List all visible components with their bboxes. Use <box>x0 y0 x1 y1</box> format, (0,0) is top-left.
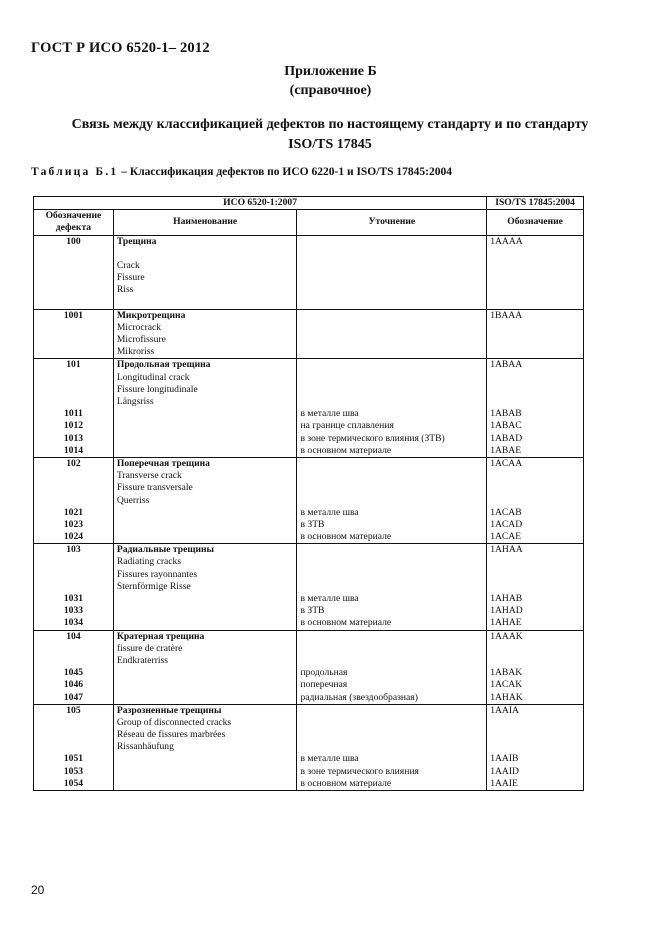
defect-name-translation: Longitudinal crack <box>116 371 190 383</box>
blank-line <box>300 482 483 494</box>
blank-line <box>117 667 294 679</box>
defect-code: 101 <box>66 359 81 371</box>
blank-line <box>117 445 294 457</box>
sub-defect-code: 1014 <box>63 444 84 456</box>
blank-line <box>300 470 483 482</box>
defect-name-translation: Mikroriss <box>116 346 155 358</box>
blank-line <box>37 346 110 358</box>
blank-line <box>490 260 580 272</box>
defect-spec-cell <box>297 457 487 543</box>
defect-spec-cell <box>297 704 487 790</box>
blank-line <box>300 272 483 284</box>
defect-code-cell <box>34 544 114 630</box>
defect-name-translation: Microfissure <box>116 334 166 346</box>
document-code: ГОСТ Р ИСО 6520-1– 2012 <box>31 40 210 56</box>
defect-code-cell <box>34 309 114 359</box>
blank-line <box>490 322 580 334</box>
blank-line <box>300 655 483 667</box>
defect-name-translation: Fissure longitudinale <box>116 383 198 395</box>
sub-defect-code: 1046 <box>63 679 84 691</box>
defect-name-cell <box>113 630 297 704</box>
defect-code-cell <box>34 704 114 790</box>
defect-spec: в основном материале <box>300 777 392 789</box>
blank-line <box>490 372 580 384</box>
blank-line <box>117 519 294 531</box>
blank-line <box>490 396 580 408</box>
ts-sub-code: 1AHAE <box>490 617 522 629</box>
defect-name-translation: Microcrack <box>116 321 162 333</box>
blank-line <box>37 248 110 260</box>
blank-line <box>490 470 580 482</box>
ts-code: 1AAAA <box>490 235 523 247</box>
table-row <box>34 359 584 458</box>
defect-spec: в металле шва <box>300 408 359 420</box>
column-header-code: Обозначение дефекта <box>34 210 114 235</box>
defect-name: Кратерная трещина <box>116 630 205 642</box>
blank-line <box>37 260 110 272</box>
table-caption-text: – Классификация дефектов по ИСО 6220-1 и ISO/TS 17845:2004 <box>118 166 452 178</box>
defect-spec: в основном материале <box>300 444 392 456</box>
blank-line <box>37 334 110 346</box>
table-row <box>34 309 584 359</box>
blank-line <box>300 581 483 593</box>
blank-line <box>37 741 110 753</box>
blank-line <box>300 705 483 717</box>
defect-spec: в ЗТВ <box>300 518 325 530</box>
sub-defect-code: 1053 <box>63 765 84 777</box>
sub-defect-code: 1012 <box>63 420 84 432</box>
ts-sub-code: 1ABAC <box>490 420 522 432</box>
blank-line <box>37 556 110 568</box>
column-header-ts: Обозначение <box>487 210 584 235</box>
blank-line <box>300 346 483 358</box>
blank-line <box>37 297 110 309</box>
ts-code-cell <box>487 235 584 309</box>
defect-name-translation: Fissure transversale <box>116 482 193 494</box>
blank-line <box>117 605 294 617</box>
defect-spec: продольная <box>300 667 348 679</box>
blank-line <box>490 334 580 346</box>
defect-name-translation: fissure de cratère <box>116 642 183 654</box>
defect-name-translation: Querriss <box>116 494 150 506</box>
standard-header-iso: ИСО 6520-1:2007 <box>34 197 487 210</box>
blank-line <box>300 495 483 507</box>
blank-line <box>117 778 294 790</box>
defect-spec: на границе сплавления <box>300 420 394 432</box>
blank-line <box>490 297 580 309</box>
sub-defect-code: 1013 <box>63 432 84 444</box>
blank-line <box>300 359 483 371</box>
defect-name: Продольная трещина <box>116 359 211 371</box>
blank-line <box>490 569 580 581</box>
defect-name-translation: Group of disconnected cracks <box>116 716 232 728</box>
sub-defect-code: 1051 <box>63 753 84 765</box>
annex-heading: Связь между классификацией дефектов по настоящему стандарту и по стандарту ISO/TS 17845 <box>71 117 589 152</box>
blank-line <box>300 396 483 408</box>
blank-line <box>300 556 483 568</box>
blank-line <box>300 631 483 643</box>
table-row <box>34 235 584 309</box>
defect-name-translation: Radiating cracks <box>116 556 182 568</box>
annex-type: (справочное) <box>289 83 372 98</box>
defect-spec: в ЗТВ <box>300 605 325 617</box>
defect-code-cell <box>34 457 114 543</box>
defect-name: Радиальные трещины <box>116 544 214 556</box>
blank-line <box>490 741 580 753</box>
defect-spec: в зоне термического влияния (ЗТВ) <box>300 432 445 444</box>
defect-spec: в металле шва <box>300 593 359 605</box>
blank-line <box>117 679 294 691</box>
defect-name: Разрозненные трещины <box>116 704 222 716</box>
blank-line <box>490 643 580 655</box>
defect-code: 104 <box>66 630 81 642</box>
blank-line <box>490 495 580 507</box>
ts-code-cell <box>487 630 584 704</box>
table-caption-label: Таблица Б.1 <box>31 166 119 178</box>
blank-line <box>117 507 294 519</box>
blank-line <box>490 556 580 568</box>
column-header-name: Наименование <box>113 210 297 235</box>
blank-line <box>490 248 580 260</box>
blank-line <box>300 544 483 556</box>
sub-defect-code: 1047 <box>63 691 84 703</box>
ts-sub-code: 1AHAB <box>490 593 523 605</box>
defect-name-translation: Crack <box>116 259 140 271</box>
blank-line <box>117 420 294 432</box>
defect-spec: в зоне термического влияния <box>300 765 419 777</box>
ts-sub-code: 1ABAK <box>490 667 523 679</box>
defect-code-cell <box>34 235 114 309</box>
defect-spec-cell <box>297 309 487 359</box>
defect-spec: в основном материале <box>300 531 392 543</box>
ts-code-cell <box>487 544 584 630</box>
defect-spec: в металле шва <box>300 753 359 765</box>
defect-spec-cell <box>297 630 487 704</box>
blank-line <box>490 284 580 296</box>
sub-defect-code: 1021 <box>63 506 84 518</box>
blank-line <box>300 384 483 396</box>
table-row <box>34 704 584 790</box>
ts-sub-code: 1AHAD <box>490 605 523 617</box>
defect-spec: радиальная (звездообразная) <box>300 691 418 703</box>
defect-code: 105 <box>66 704 81 716</box>
ts-code-cell <box>487 704 584 790</box>
blank-line <box>490 717 580 729</box>
defect-name-translation: Längsriss <box>116 396 154 408</box>
defect-code: 103 <box>66 544 81 556</box>
defect-spec-cell <box>297 235 487 309</box>
blank-line <box>37 482 110 494</box>
blank-line <box>490 581 580 593</box>
ts-sub-code: 1ACAB <box>490 506 522 518</box>
ts-sub-code: 1ABAB <box>490 408 522 420</box>
blank-line <box>300 310 483 322</box>
ts-code: 1ABAA <box>490 359 523 371</box>
ts-code-cell <box>487 457 584 543</box>
blank-line <box>490 729 580 741</box>
defect-name-cell <box>113 544 297 630</box>
blank-line <box>490 482 580 494</box>
sub-defect-code: 1024 <box>63 531 84 543</box>
blank-line <box>490 346 580 358</box>
blank-line <box>300 372 483 384</box>
blank-line <box>37 717 110 729</box>
defect-name-translation: Fissure <box>116 272 145 284</box>
defect-name-cell <box>113 359 297 458</box>
blank-line <box>300 643 483 655</box>
sub-defect-code: 1054 <box>63 777 84 789</box>
defect-spec: поперечная <box>300 679 348 691</box>
defect-name-translation: Réseau de fissures marbrées <box>116 729 226 741</box>
table-body <box>34 235 584 790</box>
defect-code: 102 <box>66 457 81 469</box>
blank-line <box>37 284 110 296</box>
defect-name: Поперечная трещина <box>116 457 210 469</box>
defect-name-cell <box>113 457 297 543</box>
standard-header-ts: ISO/TS 17845:2004 <box>487 197 584 210</box>
sub-defect-code: 1034 <box>63 617 84 629</box>
blank-line <box>117 531 294 543</box>
blank-line <box>117 766 294 778</box>
blank-line <box>117 593 294 605</box>
blank-line <box>117 297 294 309</box>
blank-line <box>37 643 110 655</box>
blank-line <box>300 236 483 248</box>
table-row <box>34 457 584 543</box>
blank-line <box>490 655 580 667</box>
blank-line <box>117 753 294 765</box>
ts-code: 1ACAA <box>490 457 523 469</box>
blank-line <box>300 334 483 346</box>
defect-code-cell <box>34 630 114 704</box>
blank-line <box>37 322 110 334</box>
ts-sub-code: 1ABAE <box>490 444 522 456</box>
blank-line <box>300 729 483 741</box>
defect-name-translation: Fissures rayonnantes <box>116 568 198 580</box>
blank-line <box>37 396 110 408</box>
column-header-spec: Уточнение <box>297 210 487 235</box>
blank-line <box>37 655 110 667</box>
sub-defect-code: 1045 <box>63 667 84 679</box>
ts-sub-code: 1AAID <box>490 765 519 777</box>
blank-line <box>37 384 110 396</box>
ts-code: 1BAAA <box>490 309 523 321</box>
blank-line <box>117 692 294 704</box>
blank-line <box>300 297 483 309</box>
defect-name-translation <box>117 248 294 260</box>
sub-defect-code: 1011 <box>64 408 83 420</box>
defect-spec: в основном материале <box>300 617 392 629</box>
defect-spec: в металле шва <box>300 506 359 518</box>
ts-code-cell <box>487 359 584 458</box>
blank-line <box>300 284 483 296</box>
blank-line <box>117 408 294 420</box>
defect-name-translation: Transverse crack <box>116 470 182 482</box>
blank-line <box>300 260 483 272</box>
blank-line <box>300 458 483 470</box>
defect-name-translation: Riss <box>116 284 134 296</box>
blank-line <box>490 384 580 396</box>
table-caption <box>31 166 452 178</box>
blank-line <box>37 581 110 593</box>
defect-name-cell <box>113 704 297 790</box>
ts-sub-code: 1ACAD <box>490 518 523 530</box>
blank-line <box>117 617 294 629</box>
blank-line <box>300 741 483 753</box>
blank-line <box>37 729 110 741</box>
blank-line <box>300 322 483 334</box>
defect-spec-cell <box>297 544 487 630</box>
defect-code: 1001 <box>63 309 84 321</box>
sub-defect-code: 1031 <box>63 593 84 605</box>
blank-line <box>37 372 110 384</box>
ts-code-cell <box>487 309 584 359</box>
ts-sub-code: 1ACAK <box>490 679 523 691</box>
page-number: 20 <box>31 883 45 897</box>
ts-code: 1AAAK <box>490 630 523 642</box>
blank-line <box>117 433 294 445</box>
defect-name: Трещина <box>116 235 157 247</box>
defect-name: Микротрещина <box>116 309 186 321</box>
annex-title: Приложение Б <box>284 64 377 79</box>
ts-sub-code: 1AAIE <box>490 777 518 789</box>
blank-line <box>37 272 110 284</box>
defect-name-translation: Endkraterriss <box>116 654 169 666</box>
sub-defect-code: 1033 <box>63 605 84 617</box>
sub-defect-code: 1023 <box>63 518 84 530</box>
blank-line <box>300 569 483 581</box>
ts-sub-code: 1ACAE <box>490 531 522 543</box>
defect-name-translation: Sternförmige Risse <box>116 580 191 592</box>
defect-name-cell <box>113 309 297 359</box>
defect-spec-cell <box>297 359 487 458</box>
defect-code: 100 <box>66 235 81 247</box>
classification-table <box>33 196 584 791</box>
blank-line <box>37 569 110 581</box>
blank-line <box>37 470 110 482</box>
ts-sub-code: 1AAIB <box>490 753 519 765</box>
ts-sub-code: 1ABAD <box>490 432 523 444</box>
blank-line <box>300 248 483 260</box>
table-row <box>34 544 584 630</box>
defect-name-cell <box>113 235 297 309</box>
defect-name-translation: Rissanhäufung <box>116 741 174 753</box>
defect-code-cell <box>34 359 114 458</box>
ts-code: 1AAIA <box>490 704 519 716</box>
blank-line <box>300 717 483 729</box>
blank-line <box>490 272 580 284</box>
ts-sub-code: 1AHAK <box>490 691 523 703</box>
blank-line <box>37 495 110 507</box>
table-row <box>34 630 584 704</box>
ts-code: 1AHAA <box>490 544 523 556</box>
